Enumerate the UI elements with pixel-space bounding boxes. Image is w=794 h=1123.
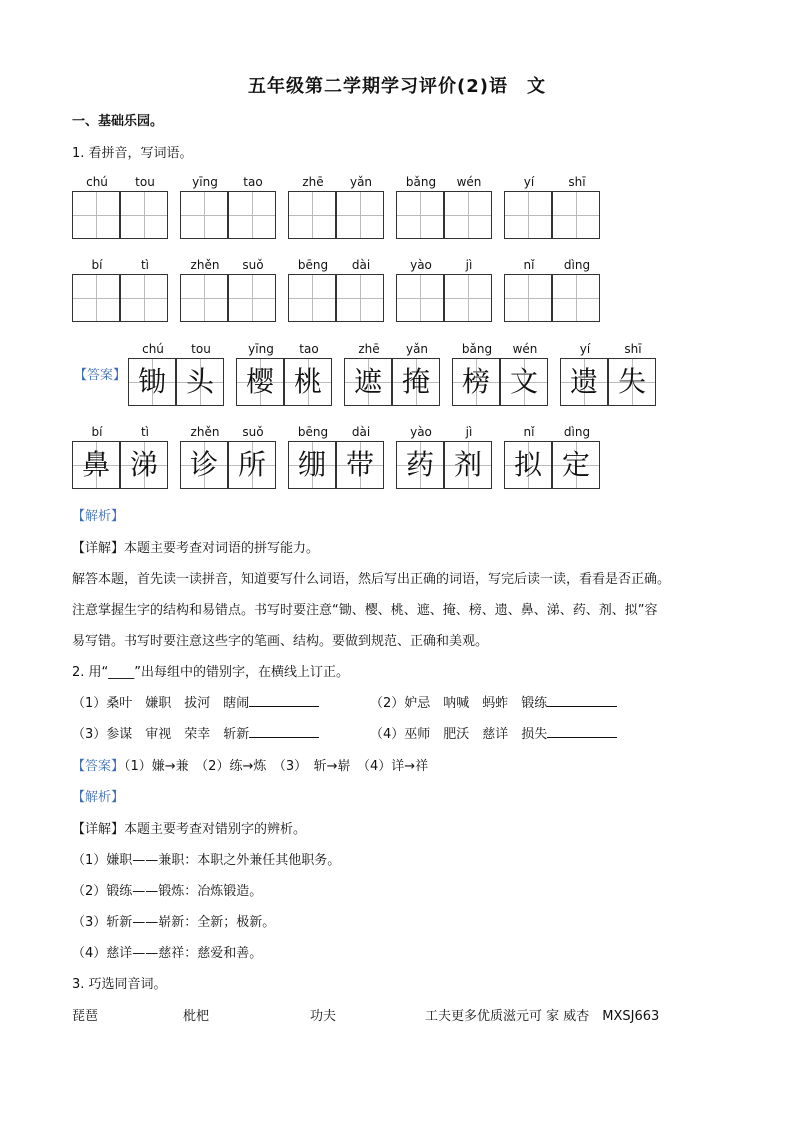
pinyin-label: dài bbox=[351, 258, 371, 272]
answer-char-box: 榜 bbox=[452, 358, 500, 406]
writing-box[interactable] bbox=[72, 191, 120, 239]
question-2-label: 2. 用“____”出每组中的错别字，在横线上订正。 bbox=[72, 665, 350, 680]
pinyin-label: jì bbox=[465, 258, 473, 272]
pinyin-label: nǐ bbox=[523, 425, 535, 439]
pinyin-label: bí bbox=[91, 425, 103, 439]
answer-char-box: 涕 bbox=[120, 441, 168, 489]
q3-word-3: 功夫 bbox=[310, 1009, 337, 1024]
q3-word-4: 工夫更多优质滋元可 家 威杏 MXSJ663 bbox=[425, 1009, 660, 1024]
writing-box[interactable] bbox=[444, 191, 492, 239]
pinyin-label: tao bbox=[299, 342, 319, 356]
pinyin-label: tou bbox=[191, 342, 211, 356]
answer-char-box: 定 bbox=[552, 441, 600, 489]
q2-item-1: （1）桑叶 嫌职 拔河 瞎闹 bbox=[72, 692, 319, 711]
pinyin-label: zhěn bbox=[190, 425, 220, 439]
explanation-paragraph: 易写错。书写时要注意这些字的笔画、结构。要做到规范、正确和美观。 bbox=[72, 634, 489, 649]
answer-char-box: 绷 bbox=[288, 441, 336, 489]
answer-char-box: 拟 bbox=[504, 441, 552, 489]
writing-box[interactable] bbox=[504, 274, 552, 322]
writing-box[interactable] bbox=[552, 274, 600, 322]
pinyin-label: tì bbox=[140, 258, 150, 272]
answer-char-box: 头 bbox=[176, 358, 224, 406]
q2-explanation-2: （2）锻练——锻炼：冶炼锻造。 bbox=[72, 884, 263, 899]
q2-item-2: （2）妒忌 呐喊 蚂蚱 锻练 bbox=[370, 692, 617, 711]
pinyin-label: zhē bbox=[358, 342, 380, 356]
pinyin-label: wén bbox=[456, 175, 482, 189]
pinyin-label: yǎn bbox=[349, 175, 373, 189]
q2-analysis-label: 【解析】 bbox=[72, 790, 125, 805]
answer-char-box: 遗 bbox=[560, 358, 608, 406]
writing-box[interactable] bbox=[72, 274, 120, 322]
question-3-label: 3. 巧选同音词。 bbox=[72, 977, 167, 992]
pinyin-label: bǎng bbox=[405, 175, 437, 189]
answer-char-box: 锄 bbox=[128, 358, 176, 406]
pinyin-label: bēng bbox=[297, 258, 329, 272]
writing-box[interactable] bbox=[396, 191, 444, 239]
answer-char-box: 鼻 bbox=[72, 441, 120, 489]
pinyin-label: bēng bbox=[297, 425, 329, 439]
pinyin-label: zhěn bbox=[190, 258, 220, 272]
answer-char-box: 掩 bbox=[392, 358, 440, 406]
writing-box[interactable] bbox=[288, 274, 336, 322]
answer-char-box: 遮 bbox=[344, 358, 392, 406]
q2-item-4: （4）巫师 肥沃 慈详 损失 bbox=[370, 723, 617, 742]
q2-explanation-4: （4）慈详——慈祥：慈爱和善。 bbox=[72, 946, 263, 961]
answer-char-box: 文 bbox=[500, 358, 548, 406]
answer-char-box: 所 bbox=[228, 441, 276, 489]
answer-char-box: 剂 bbox=[444, 441, 492, 489]
pinyin-label: nǐ bbox=[523, 258, 535, 272]
writing-box[interactable] bbox=[288, 191, 336, 239]
explanation-paragraph: 解答本题，首先读一读拼音，知道要写什么词语，然后写出正确的词语，写完后读一读，看看是否正确。 bbox=[72, 572, 671, 587]
pinyin-label: tì bbox=[140, 425, 150, 439]
writing-box[interactable] bbox=[336, 274, 384, 322]
pinyin-label: bǎng bbox=[461, 342, 493, 356]
answer-label: 【答案】 bbox=[74, 368, 127, 383]
q3-word-1: 琵琶 bbox=[72, 1009, 99, 1024]
pinyin-label: yí bbox=[579, 342, 591, 356]
pinyin-label: yào bbox=[410, 258, 432, 272]
pinyin-label: chú bbox=[86, 175, 108, 189]
writing-box[interactable] bbox=[180, 274, 228, 322]
answer-char-box: 桃 bbox=[284, 358, 332, 406]
explanation-paragraph: 注意掌握生字的结构和易错点。书写时要注意“锄、樱、桃、遮、掩、榜、遗、鼻、涕、药、剂、拟”容 bbox=[72, 603, 658, 618]
pinyin-label: tao bbox=[243, 175, 263, 189]
writing-box[interactable] bbox=[336, 191, 384, 239]
writing-box[interactable] bbox=[228, 274, 276, 322]
pinyin-label: zhē bbox=[302, 175, 324, 189]
pinyin-label: wén bbox=[512, 342, 538, 356]
pinyin-label: suǒ bbox=[242, 258, 264, 272]
writing-box[interactable] bbox=[504, 191, 552, 239]
pinyin-label: shī bbox=[568, 175, 586, 189]
q2-explanation-3: （3）斩新——崭新：全新；极新。 bbox=[72, 915, 276, 930]
section-heading: 一、基础乐园。 bbox=[72, 114, 164, 129]
writing-box[interactable] bbox=[552, 191, 600, 239]
answer-char-box: 樱 bbox=[236, 358, 284, 406]
writing-box[interactable] bbox=[228, 191, 276, 239]
pinyin-label: jì bbox=[465, 425, 473, 439]
q2-detail: 【详解】本题主要考查对错别字的辨析。 bbox=[72, 822, 307, 837]
pinyin-label: bí bbox=[91, 258, 103, 272]
pinyin-label: shī bbox=[624, 342, 642, 356]
writing-box[interactable] bbox=[444, 274, 492, 322]
pinyin-label: yīng bbox=[192, 175, 218, 189]
detail-text: 【详解】本题主要考查对词语的拼写能力。 bbox=[72, 541, 320, 556]
q2-item-3: （3）参谋 审视 荣幸 斩新 bbox=[72, 723, 319, 742]
answer-char-box: 失 bbox=[608, 358, 656, 406]
pinyin-label: suǒ bbox=[242, 425, 264, 439]
pinyin-label: yí bbox=[523, 175, 535, 189]
q2-answer: 【答案】（1）嫌→兼 （2）练→炼 （3） 斩→崭 （4）详→祥 bbox=[72, 759, 429, 774]
answer-char-box: 诊 bbox=[180, 441, 228, 489]
pinyin-label: dài bbox=[351, 425, 371, 439]
writing-box[interactable] bbox=[120, 191, 168, 239]
writing-box[interactable] bbox=[180, 191, 228, 239]
analysis-label: 【解析】 bbox=[72, 509, 125, 524]
pinyin-label: yīng bbox=[248, 342, 274, 356]
q3-word-2: 枇杷 bbox=[183, 1009, 210, 1024]
q2-explanation-1: （1）嫌职——兼职：本职之外兼任其他职务。 bbox=[72, 853, 341, 868]
answer-char-box: 带 bbox=[336, 441, 384, 489]
page-title: 五年级第二学期学习评价(2)语 文 bbox=[248, 76, 546, 97]
writing-box[interactable] bbox=[120, 274, 168, 322]
writing-box[interactable] bbox=[396, 274, 444, 322]
question-1-label: 1. 看拼音，写词语。 bbox=[72, 146, 193, 161]
pinyin-label: dìng bbox=[563, 258, 591, 272]
pinyin-label: tou bbox=[135, 175, 155, 189]
pinyin-label: dìng bbox=[563, 425, 591, 439]
pinyin-label: chú bbox=[142, 342, 164, 356]
pinyin-label: yào bbox=[410, 425, 432, 439]
answer-char-box: 药 bbox=[396, 441, 444, 489]
pinyin-label: yǎn bbox=[405, 342, 429, 356]
